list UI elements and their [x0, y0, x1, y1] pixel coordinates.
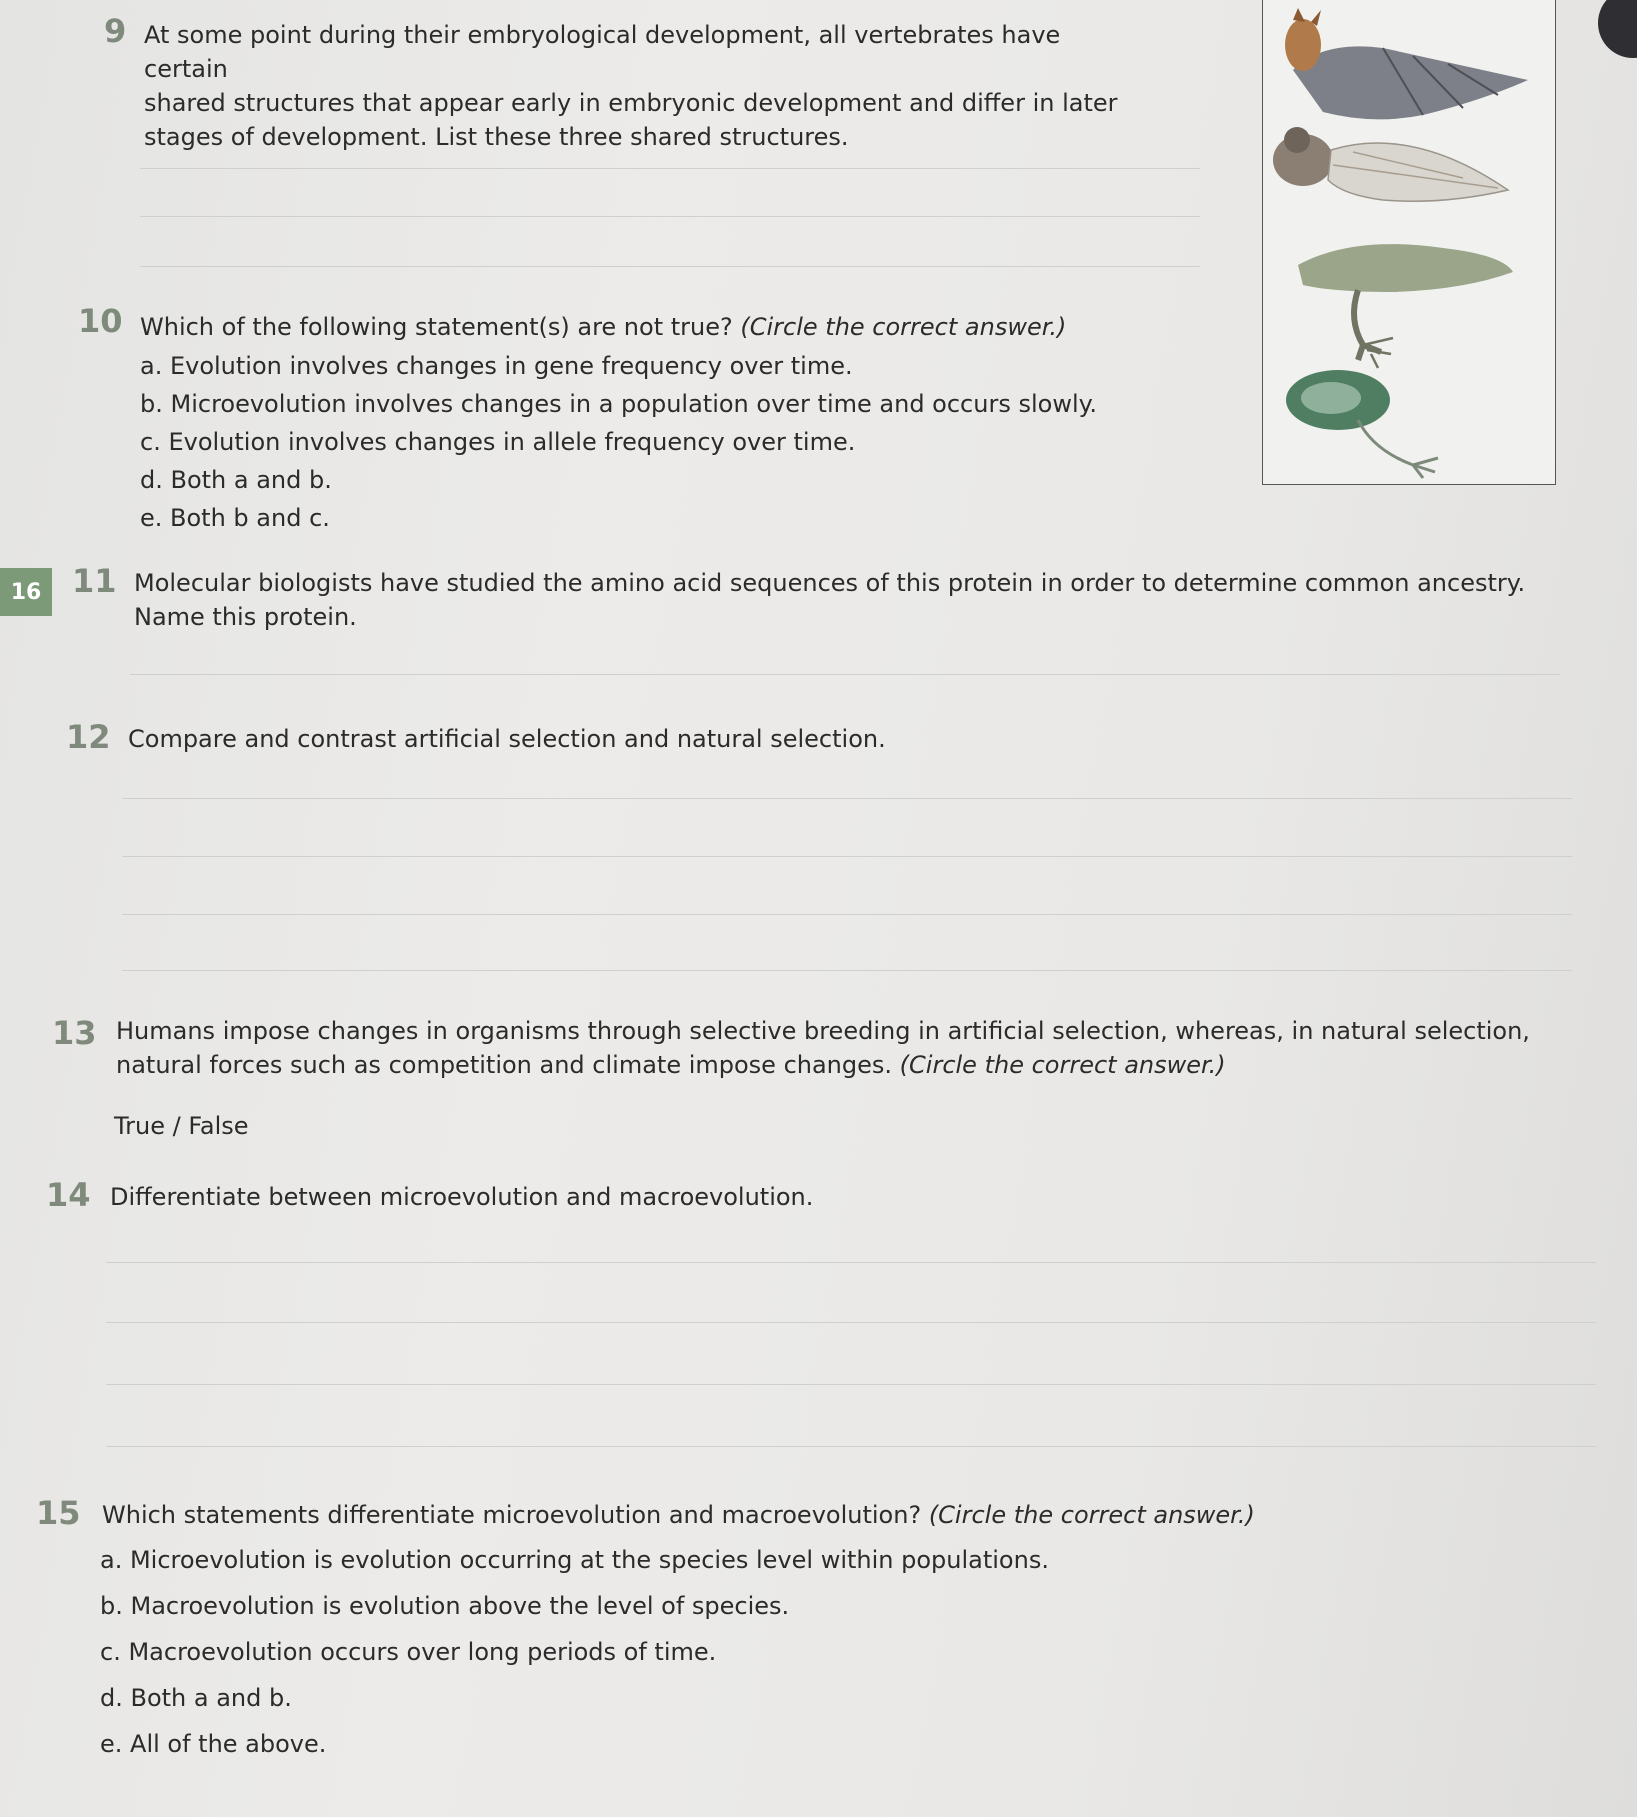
- vertebrate-illustrations: [1263, 0, 1555, 484]
- answer-line[interactable]: [106, 1322, 1596, 1323]
- answer-line[interactable]: [106, 1446, 1596, 1447]
- question-10-number: 10: [78, 302, 123, 340]
- question-11-number: 11: [72, 562, 117, 600]
- question-9-line: shared structures that appear early in embryonic development and differ in later: [144, 89, 1118, 117]
- question-9-number: 9: [104, 12, 127, 50]
- answer-line[interactable]: [122, 798, 1572, 799]
- question-9-line: stages of development. List these three shared structures.: [144, 123, 849, 151]
- answer-line[interactable]: [106, 1384, 1596, 1385]
- question-12-number: 12: [66, 718, 111, 756]
- reptile-icon: [1298, 244, 1513, 368]
- option-b[interactable]: b. Microevolution involves changes in a population over time and occurs slowly.: [140, 390, 1098, 418]
- question-14-number: 14: [46, 1176, 91, 1214]
- question-13-line: natural forces such as competition and climate impose changes.: [116, 1051, 900, 1079]
- question-11-text: [134, 566, 1594, 634]
- question-9-text: [144, 18, 1144, 154]
- question-13-text: [116, 1014, 1616, 1082]
- true-false-choice[interactable]: True / False: [114, 1112, 249, 1140]
- option-e[interactable]: e. All of the above.: [100, 1730, 327, 1758]
- answer-line[interactable]: [140, 168, 1200, 169]
- question-13-instruction: (Circle the correct answer.): [899, 1051, 1226, 1079]
- question-10-text: [140, 310, 1066, 344]
- option-c[interactable]: c. Evolution involves changes in allele frequency over time.: [140, 428, 856, 456]
- answer-line[interactable]: [122, 914, 1572, 915]
- answer-line[interactable]: [122, 970, 1572, 971]
- question-15-instruction: (Circle the correct answer.): [928, 1501, 1255, 1529]
- answer-line[interactable]: [130, 674, 1560, 675]
- question-13-line: Humans impose changes in organisms through selective breeding in artificial selection, whereas, in natural selection,: [116, 1017, 1530, 1045]
- question-12-text: Compare and contrast artificial selection and natural selection.: [128, 725, 886, 753]
- vertebrate-figure: [1262, 0, 1556, 485]
- frog-icon: [1286, 370, 1438, 478]
- question-10-instruction: (Circle the correct answer.): [740, 313, 1067, 341]
- answer-line[interactable]: [106, 1262, 1596, 1263]
- bat-icon: [1285, 8, 1528, 119]
- question-11-line: Molecular biologists have studied the amino acid sequences of this protein in order to determine common ancestry.: [134, 569, 1526, 597]
- option-c[interactable]: c. Macroevolution occurs over long periods of time.: [100, 1638, 717, 1666]
- question-10-prompt: Which of the following statement(s) are not true?: [140, 313, 741, 341]
- option-d[interactable]: d. Both a and b.: [140, 466, 332, 494]
- answer-line[interactable]: [122, 856, 1572, 857]
- question-13-number: 13: [52, 1014, 97, 1052]
- question-9-line: At some point during their embryological development, all vertebrates have certain: [144, 21, 1061, 83]
- bird-icon: [1273, 127, 1508, 201]
- option-a[interactable]: a. Microevolution is evolution occurring at the species level within populations.: [100, 1546, 1049, 1574]
- binder-hole: [1598, 0, 1637, 58]
- question-14-text: Differentiate between microevolution and macroevolution.: [110, 1183, 814, 1211]
- option-e[interactable]: e. Both b and c.: [140, 504, 330, 532]
- option-b[interactable]: b. Macroevolution is evolution above the level of species.: [100, 1592, 790, 1620]
- option-d[interactable]: d. Both a and b.: [100, 1684, 292, 1712]
- question-11-line: Name this protein.: [134, 603, 357, 631]
- answer-line[interactable]: [140, 266, 1200, 267]
- answer-line[interactable]: [140, 216, 1200, 217]
- question-15-prompt: Which statements differentiate microevolution and macroevolution?: [102, 1501, 929, 1529]
- question-15-text: [102, 1498, 1255, 1532]
- question-15-number: 15: [36, 1494, 81, 1532]
- option-a[interactable]: a. Evolution involves changes in gene frequency over time.: [140, 352, 853, 380]
- page-number-badge: 16: [0, 568, 52, 616]
